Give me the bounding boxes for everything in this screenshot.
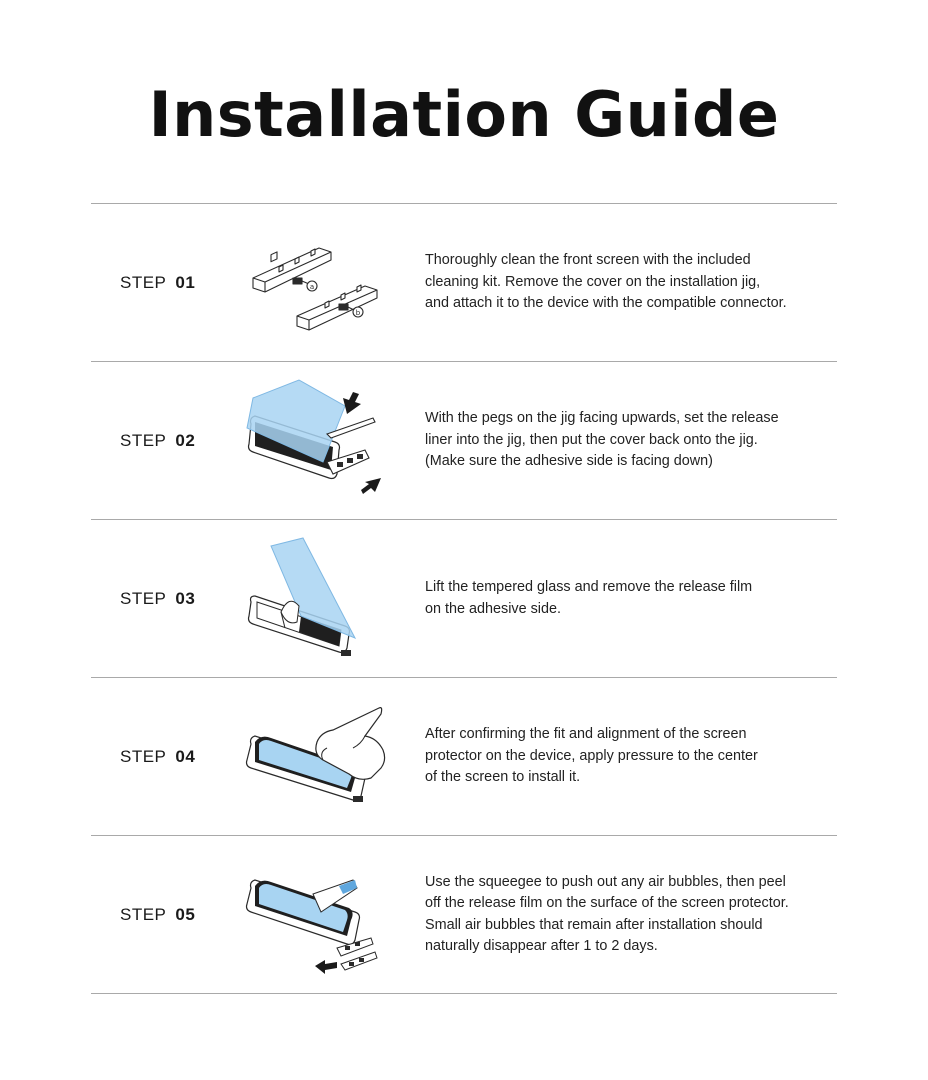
description-line: naturally disappear after 1 to 2 days. xyxy=(425,938,658,954)
step-description xyxy=(425,362,825,519)
step-label xyxy=(120,204,195,361)
step-number: 02 xyxy=(175,430,196,450)
description-line: liner into the jig, then put the cover back onto the jig. xyxy=(425,431,758,448)
squeegee-peel-illustration xyxy=(241,836,413,994)
release-liner-illustration xyxy=(241,362,413,520)
description-line: and attach it to the device with the compatible connector. xyxy=(425,295,787,312)
step-number: 01 xyxy=(175,272,196,292)
step-04 xyxy=(91,677,837,835)
description-line: Use the squeegee to push out any air bubbles, then peel xyxy=(425,873,786,890)
description-line: off the release film on the surface of the screen protector. xyxy=(425,895,789,911)
description-line: of the screen to install it. xyxy=(425,769,581,786)
description-line: With the pegs on the jig facing upwards, set the release xyxy=(425,410,779,427)
release-liner-icon xyxy=(241,362,413,520)
step-word: STEP xyxy=(120,904,167,924)
peel-film-icon xyxy=(241,836,413,994)
callout-b: b xyxy=(355,309,361,317)
step-label xyxy=(120,520,195,677)
description-line: (Make sure the adhesive side is facing down) xyxy=(425,453,713,470)
step-02 xyxy=(91,361,837,519)
steps-list xyxy=(91,203,837,994)
step-01 xyxy=(91,203,837,361)
description-line: cleaning kit. Remove the cover on the installation jig, xyxy=(425,273,761,290)
step-label xyxy=(120,362,195,519)
step-05 xyxy=(91,835,837,994)
step-description xyxy=(425,678,825,835)
description-line: After confirming the fit and alignment of the screen xyxy=(425,726,747,743)
step-number: 05 xyxy=(175,904,196,924)
description-line: Lift the tempered glass and remove the release film xyxy=(425,579,753,595)
step-word: STEP xyxy=(120,588,167,608)
step-number: 04 xyxy=(175,746,196,766)
description-line: Thoroughly clean the front screen with the included xyxy=(425,252,751,269)
step-word: STEP xyxy=(120,272,167,292)
lift-glass-icon xyxy=(241,520,413,678)
step-number: 03 xyxy=(175,588,196,608)
step-description xyxy=(425,520,825,677)
step-03 xyxy=(91,519,837,677)
step-word: STEP xyxy=(120,746,167,766)
step-description xyxy=(425,204,825,361)
description-line: protector on the device, apply pressure to the center xyxy=(425,747,758,764)
tempered-glass-illustration xyxy=(241,520,413,678)
press-center-illustration xyxy=(241,678,413,836)
description-line: on the adhesive side. xyxy=(425,600,562,617)
installation-jig-illustration xyxy=(241,204,413,362)
step-description xyxy=(425,836,825,993)
callout-a: a xyxy=(309,283,315,291)
step-word: STEP xyxy=(120,430,167,450)
step-label xyxy=(120,678,195,835)
description-line: Small air bubbles that remain after installation should xyxy=(425,916,763,933)
installation-jig-icon xyxy=(241,204,413,362)
step-label xyxy=(120,836,195,993)
finger-press-icon xyxy=(241,678,413,836)
page-title: Installation Guide xyxy=(148,78,780,151)
